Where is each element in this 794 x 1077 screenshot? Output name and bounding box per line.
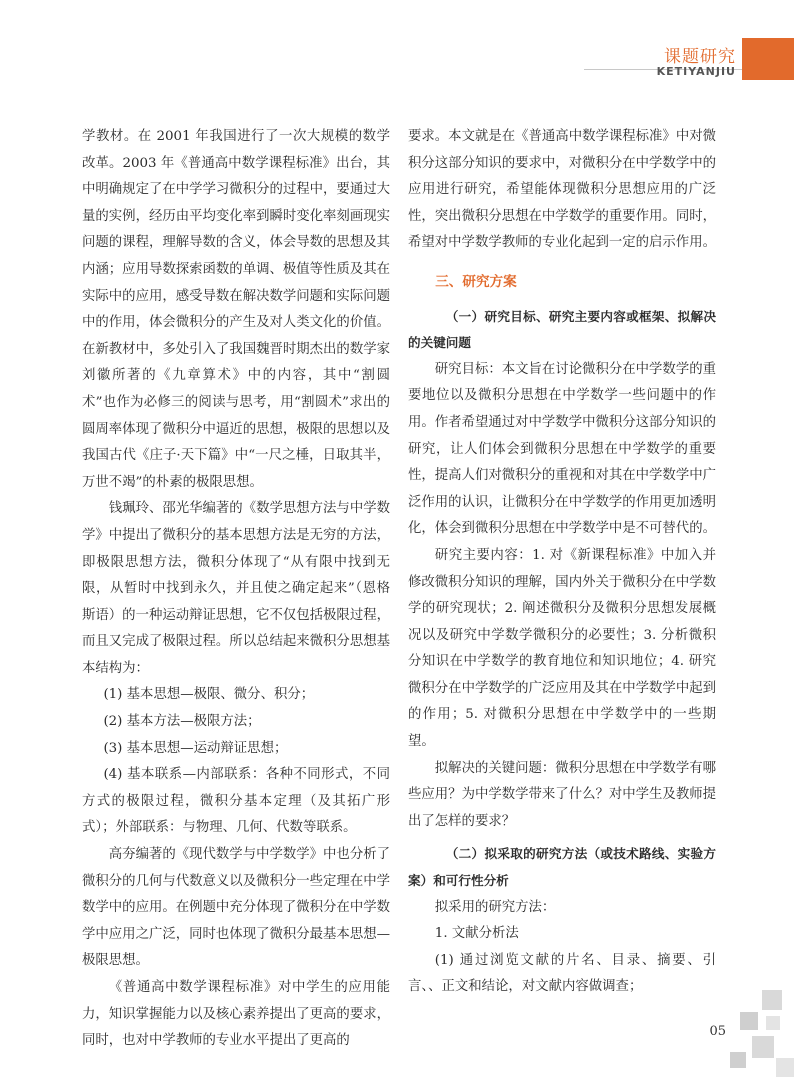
- page-number: 05: [709, 1024, 726, 1039]
- left-list-item: (3) 基本思想—运动辩证思想；: [103, 740, 288, 756]
- left-list-item: (1) 基本思想—极限、微分、积分；: [103, 687, 315, 703]
- right-paragraph: 拟解决的关键问题：微积分思想在中学数学有哪些应用？为中学数学带来了什么？对中学生及教师提出了怎样的要求？: [408, 760, 716, 829]
- right-paragraph: (1) 通过浏览文献的片名、目录、摘要、引言、、正文和结论，对文献内容做调查；: [408, 952, 716, 995]
- left-list-item: (2) 基本方法—极限方法；: [103, 714, 261, 730]
- right-paragraph: 研究主要内容：1. 对《新课程标准》中加入并修改微积分知识的理解，国内外关于微积分在中学数学的研究现状；2. 阐述微积分及微积分思想发展概况以及研究中学数学微积分的必要性；3. 分析微积分知识在中学数学的教育地位和知识地位；4. 研究微积分在中学数学的广泛应用及其在中学数学中起到的作用；5. 对微积分思想在中学数学中的一些期望。: [408, 547, 716, 750]
- right-section-heading: 三、研究方案: [435, 273, 517, 290]
- header-title-cn: 课题研究: [664, 47, 736, 67]
- right-paragraph: 要求。本文就是在《普通高中数学课程标准》中对微积分这部分知识的要求中，对微积分在中学数学中的应用进行研究，希望能体现微积分思想应用的广泛性，突出微积分思想在中学数学的重要作用。同时，希望对中学数学教师的专业化起到一定的启示作用。: [408, 129, 716, 251]
- left-paragraph: 高夯编著的《现代数学与中学数学》中也分析了微积分的几何与代数意义以及微积分一些定理在中学数学中的应用。在例题中充分体现了微积分在中学数学中应用之广泛，同时也体现了微积分最基本思想—极限思想。: [82, 847, 390, 969]
- right-subsection-heading: （一）研究目标、研究主要内容或框架、拟解决的关键问题: [408, 308, 716, 351]
- running-header: [584, 38, 794, 82]
- right-column: [408, 124, 716, 1001]
- right-paragraph: 研究目标：本文旨在讨论微积分在中学数学的重要地位以及微积分思想在中学数学一些问题中的作用。作者希望通过对中学数学中微积分这部分知识的研究，让人们体会到微积分思想在中学数学的重要性，提高人们对微积分的重视和对其在中学数学中广泛作用的认识，让微积分在中学数学的作用更加透明化，体会到微积分思想在中学数学中是不可替代的。: [408, 361, 716, 537]
- left-paragraph: 《普通高中数学课程标准》对中学生的应用能力，知识掌握能力以及核心素养提出了更高的要求，同时，也对中学教师的专业水平提出了更高的: [82, 980, 390, 1049]
- right-paragraph: 1. 文献分析法: [434, 926, 519, 942]
- right-subsection-heading: （二）拟采取的研究方法（或技术路线、实验方案）和可行性分析: [408, 846, 716, 889]
- header-title-en: KETIYANJIU: [656, 65, 736, 78]
- left-column: [82, 124, 390, 1055]
- left-paragraph: 学教材。在 2001 年我国进行了一次大规模的数学改革。2003 年《普通高中数学课程标准》出台，其中明确规定了在中学学习微积分的过程中，要通过大量的实例，经历由平均变化率到瞬时变化率刻画现实问题的课程，理解导数的含义，体会导数的思想及其内涵；应用导数探索函数的单调、极值等性质及其在实际中的应用，感受导数在解决数学问题和实际问题中的作用，体会微积分的产生及对人类文化的价值。在新教材中，多处引入了我国魏晋时期杰出的数学家刘徽所著的《九章算术》中的内容，其中“割圆术”也作为必修三的阅读与思考，用“割圆术”求出的圆周率体现了微积分中逼近的思想，极限的思想以及我国古代《庄子·天下篇》中“一尺之棰，日取其半，万世不竭”的朴素的极限思想。: [82, 129, 390, 490]
- header-accent-block: [742, 38, 794, 80]
- right-paragraph: 拟采用的研究方法：: [434, 899, 556, 915]
- left-list-item: (4) 基本联系—内部联系：各种不同形式，不同方式的极限过程，微积分基本定理（及其拓广形式）；外部联系：与物理、几何、代数等联系。: [82, 767, 390, 836]
- left-paragraph: 钱珮玲、邵光华编著的《数学思想方法与中学数学》中提出了微积分的基本思想方法是无穷的方法，即极限思想方法，微积分体现了“从有限中找到无限，从暂时中找到永久，并且使之确定起来”（恩格斯语）的一种运动辩证思想，它不仅包括极限过程，而且又完成了极限过程。所以总结起来微积分思想基本结构为：: [82, 501, 390, 676]
